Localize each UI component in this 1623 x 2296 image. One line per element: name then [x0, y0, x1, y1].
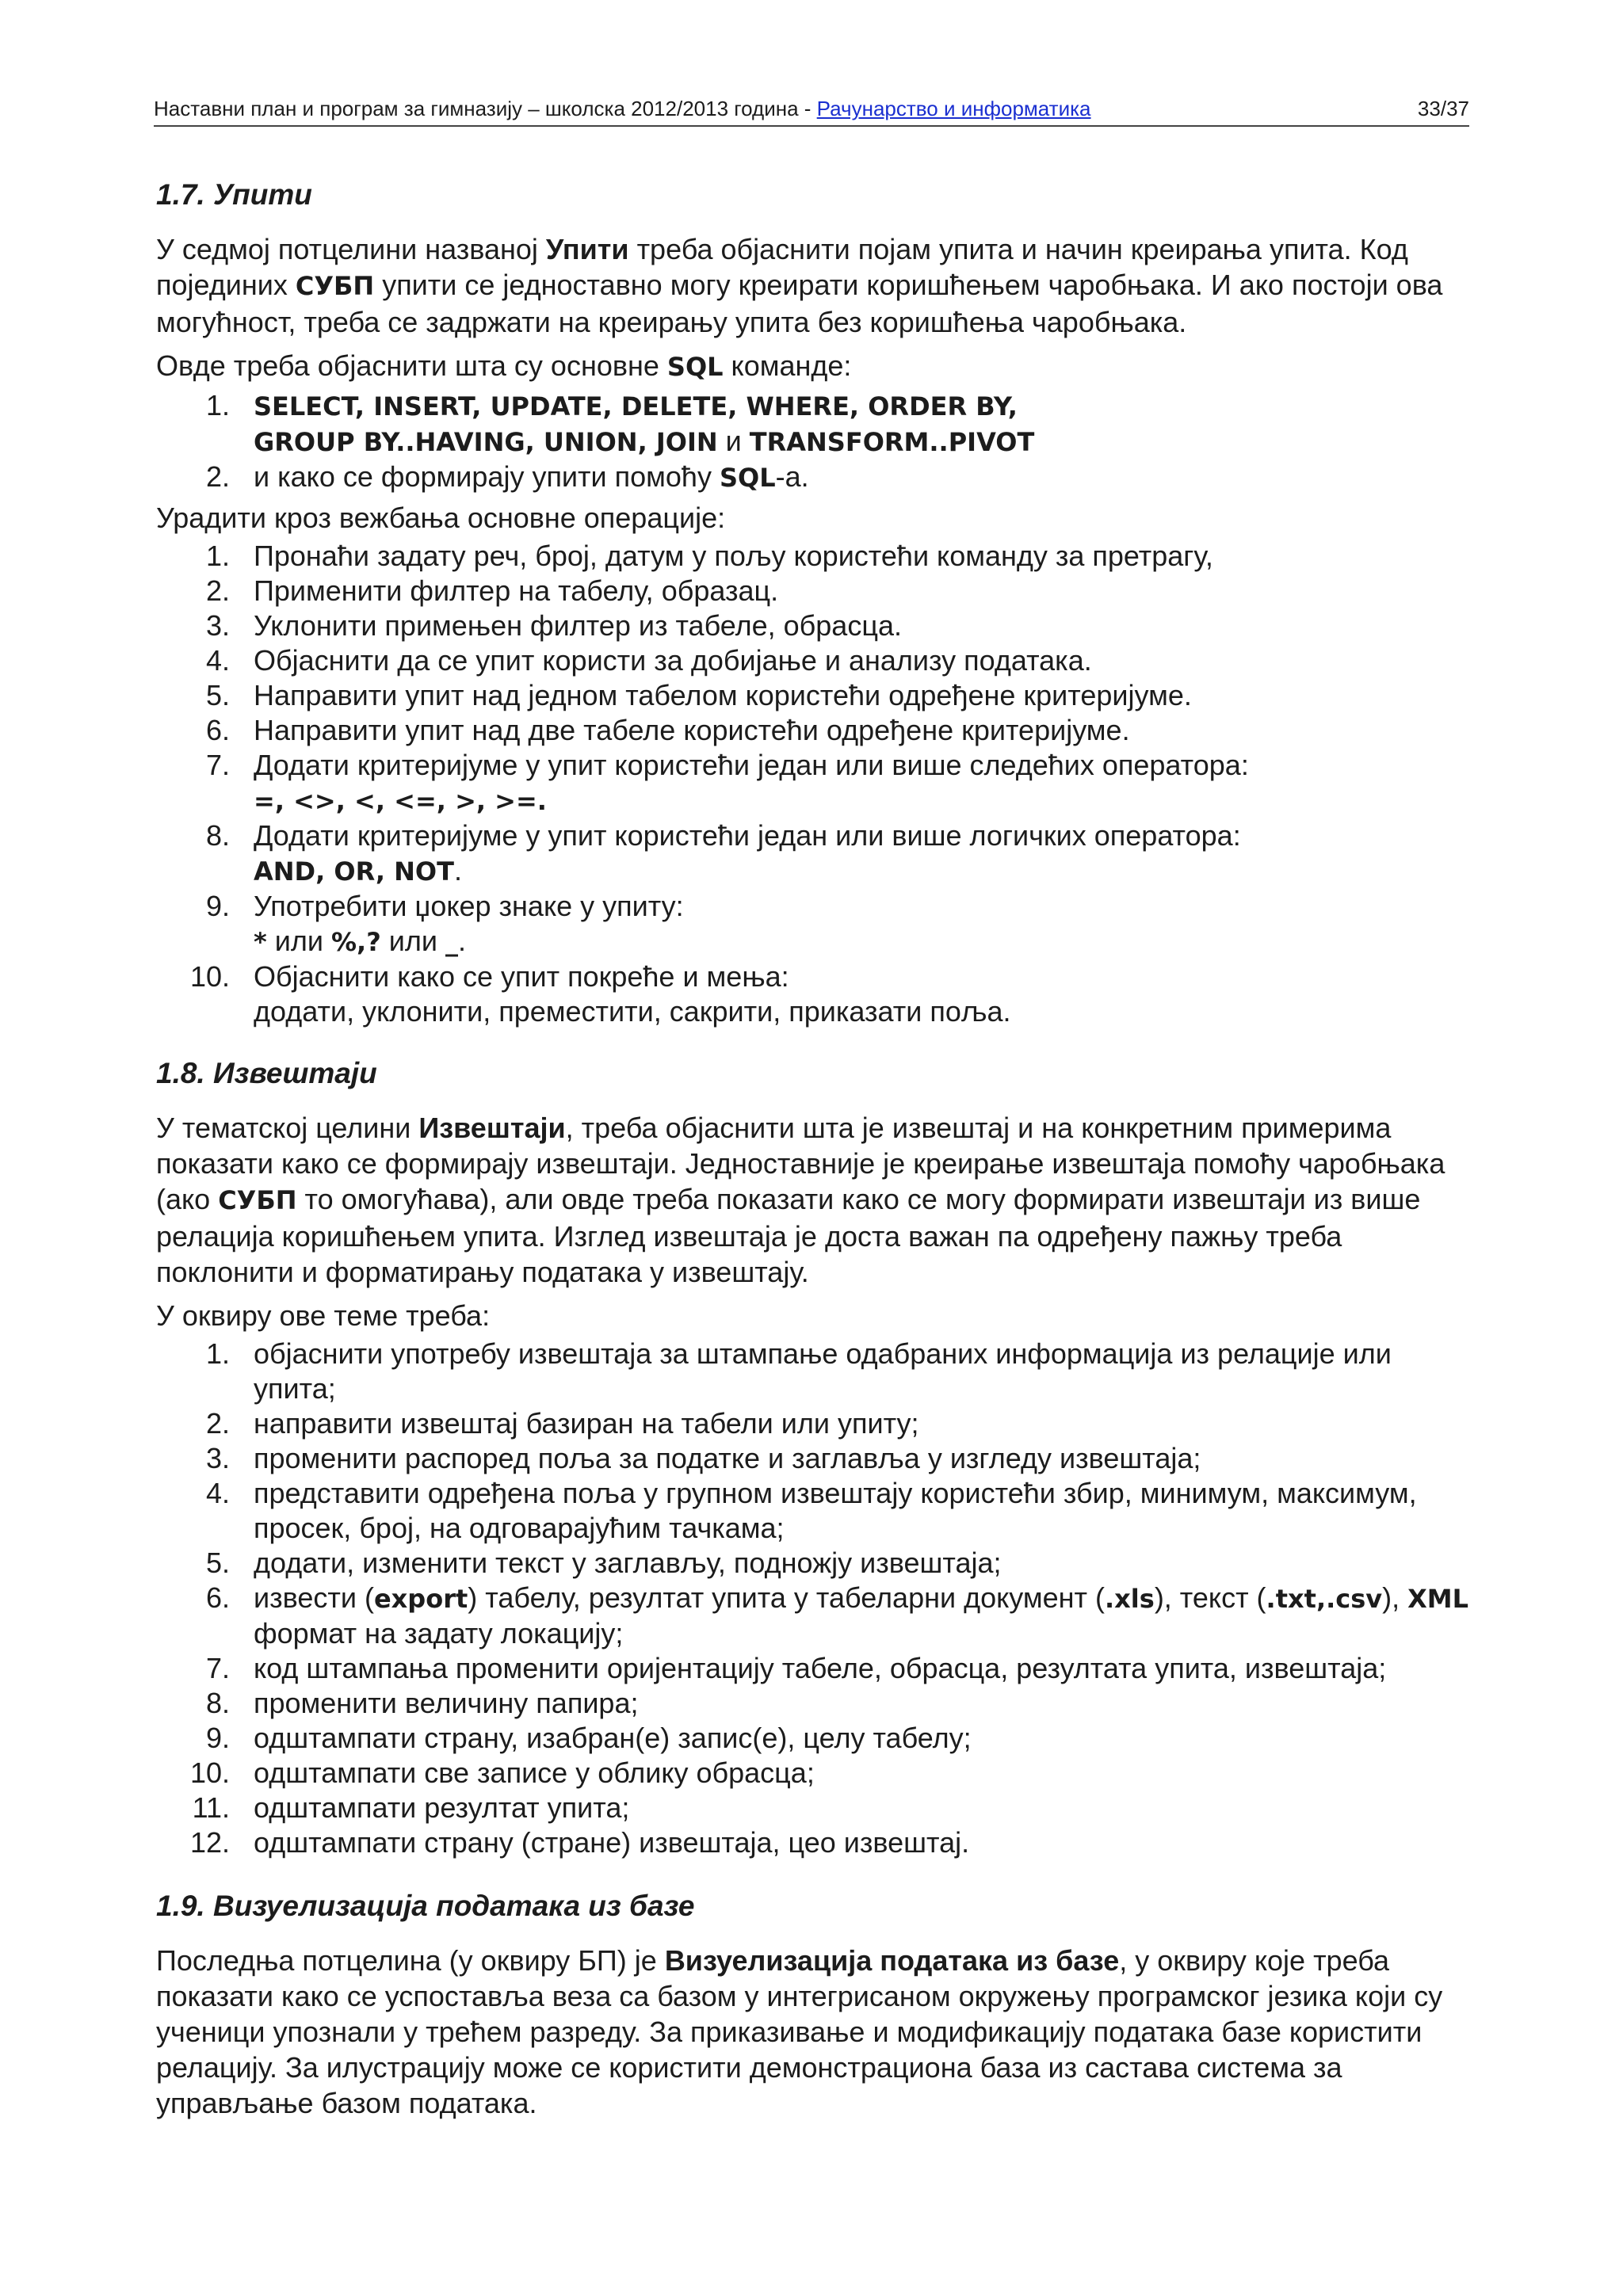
paragraph: У оквиру ове теме треба:: [156, 1299, 491, 1332]
list-item: 4. представити одређена поља у групном извештају користећи збир, минимум, максимум, просек, број, на одговарајућим тачкама;: [205, 1477, 1417, 1544]
header-text: Наставни план и програм за гимназију – школска 2012/2013 година -: [154, 97, 817, 120]
list-item: 3. променити распоред поља за податке и заглавља у изгледу извештаја;: [205, 1442, 1201, 1474]
list-item: 5. Направити упит над једном табелом користећи одређене критеријуме.: [205, 679, 1192, 711]
header-subject-link[interactable]: Рачунарство и информатика: [816, 97, 1091, 120]
list-item: 4. Објаснити да се упит користи за добијање и анализу података.: [205, 644, 1092, 677]
list-item: 6. извести (export) табелу, резултат упита у табеларни документ (.xls), текст (.txt,.csv), XML формат на задату локацију;: [205, 1581, 1469, 1650]
list-item: 2. направити извештај базиран на табели или упиту;: [205, 1407, 919, 1440]
section-visualization: [156, 1887, 1472, 2121]
section-heading: 1.7. Упити: [156, 178, 312, 211]
list-item: 8. Додати критеријуме у упит користећи један или више логичких оператора: AND, OR, NOT.: [205, 819, 1241, 887]
sql-command-list: [156, 388, 1472, 495]
paragraph: Овде треба објаснити шта су основне SQL команде:: [156, 349, 852, 382]
paragraph: Урадити кроз вежбања основне операције:: [156, 502, 726, 534]
section-heading: 1.9. Визуелизација података из базе: [156, 1890, 695, 1922]
list-item: 8. променити величину папира;: [205, 1687, 639, 1719]
list-item: 1. објаснити употребу извештаја за штампање одабраних информација из релације или упита;: [205, 1337, 1392, 1405]
paragraph: У седмој потцелини названој Упити треба објаснити појам упита и начин креирања упита. Код појединих СУБП упити се једноставно могу креирати коришћењем чаробњака. И ако постоји ова могућност, треба се задржати на креирању упита без коришћења чаробњака.: [156, 233, 1443, 338]
report-tasks-list: [156, 1337, 1472, 1860]
list-item: 9. одштампати страну, изабран(е) запис(е), целу табелу;: [205, 1722, 972, 1754]
list-item: 9. Употребити џокер знаке у упиту: * или %,? или _.: [205, 890, 684, 957]
document-body: [156, 176, 1472, 2121]
list-item: 5. додати, изменити текст у заглављу, подножју извештаја;: [205, 1547, 1002, 1579]
list-item: 10. Објаснити како се упит покреће и мења: додати, уклонити, преместити, сакрити, приказати поља.: [189, 960, 1011, 1028]
list-item: 1. Пронаћи задату реч, број, датум у пољу користећи команду за претрагу,: [205, 540, 1213, 572]
list-item: 12. одштампати страну (стране) извештаја, цео извештај.: [189, 1826, 970, 1859]
section-reports: [156, 1055, 1472, 1860]
list-item: 2. Применити филтер на табелу, образац.: [205, 574, 779, 607]
paragraph: У тематској целини Извештаји, треба објаснити шта је извештај и на конкретним примерима показати како се формирају извештаји. Једноставније је креирање извештаја помоћу чаробњака (ако СУБП то омогућава), али овде треба показати како се могу формирати извештаји из више релација коришћењем упита. Изглед извештаја је доста важан па одређену пажњу треба поклонити и форматирању података у извештају.: [156, 1112, 1445, 1288]
page-header: [154, 92, 1469, 127]
list-item: 11. одштампати резултат упита;: [192, 1791, 630, 1824]
list-item: 7. код штампања променити оријентацију табеле, обрасца, резултата упита, извештаја;: [205, 1652, 1387, 1684]
list-item: 2. и како се формирају упити помоћу SQL-а.: [205, 460, 809, 493]
paragraph: Последња потцелина (у оквиру БП) је Визуелизација података из базе, у оквиру које треба показати како се успоставља веза са базом у интегрисаном окружењу програмског језика који су ученици упознали у трећем разреду. За приказивање и модификацију података базе користити релацију. За илустрацију може се користити демонстрациона база из састава система за управљање базом података.: [156, 1944, 1443, 2119]
list-item: 10. одштампати све записе у облику обрасца;: [189, 1756, 815, 1789]
header-title: [154, 92, 1091, 125]
page-number: 33/37: [1417, 97, 1469, 120]
section-heading: 1.8. Извештаји: [156, 1057, 377, 1089]
operations-list: [156, 539, 1472, 1029]
section-queries: [156, 176, 1472, 1029]
list-item: 3. Уклонити примењен филтер из табеле, обрасца.: [205, 609, 902, 642]
list-item: 6. Направити упит над две табеле користећи одређене критеријуме.: [205, 714, 1130, 746]
list-item: 7. Додати критеријуме у упит користећи један или више следећих оператора: =, <>, <, <=, >, >=.: [205, 749, 1249, 816]
list-item: 1. SELECT, INSERT, UPDATE, DELETE, WHERE, ORDER BY, GROUP BY..HAVING, UNION, JOIN и TRANSFORM..PIVOT: [205, 389, 1035, 457]
